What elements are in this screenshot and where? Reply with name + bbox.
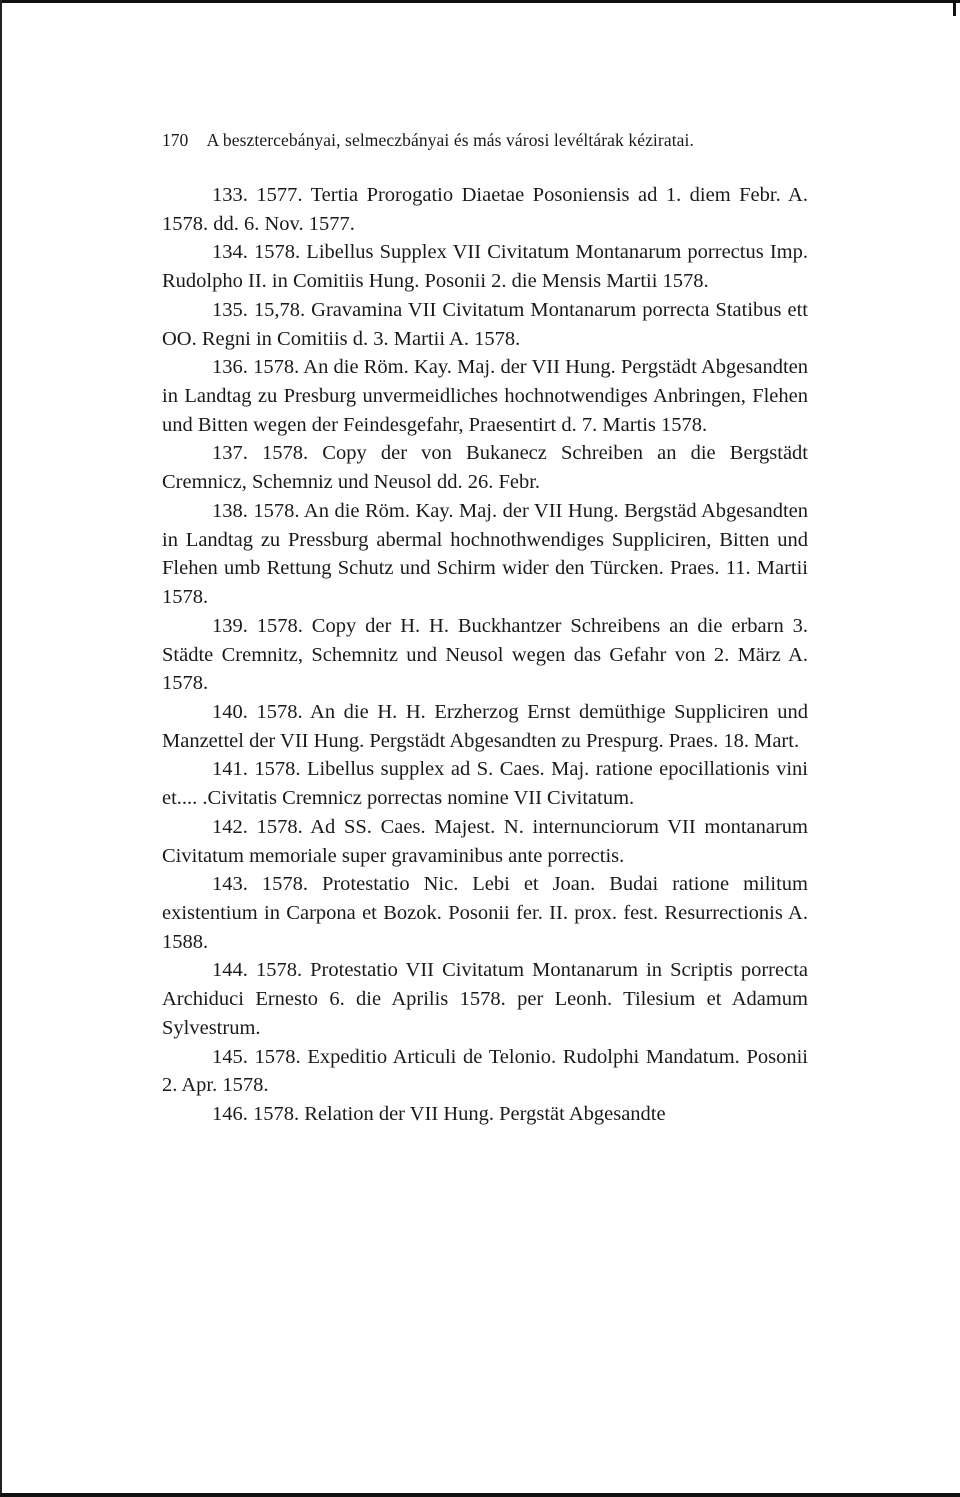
catalog-entry-137: 137. 1578. Copy der von Bukanecz Schreiben an die Bergstädt Cremnicz, Schemniz und Neusol dd. 26. Febr. [162, 442, 808, 494]
catalog-entry-140: 140. 1578. An die H. H. Erzherzog Ernst demüthige Suppliciren und Manzettel der VII Hung. Pergstädt Abgesandten zu Prespurg. Praes. 18. Mart. [162, 700, 808, 752]
catalog-entry-134: 134. 1578. Libellus Supplex VII Civitatum Montanarum porrectus Imp. Rudolpho II. in Comitiis Hung. Posonii 2. die Mensis Martii 1578. [162, 241, 808, 293]
scan-edge-left [0, 0, 2, 1497]
catalog-entry-133: 133. 1577. Tertia Prorogatio Diaetae Posoniensis ad 1. diem Febr. A. 1578. dd. 6. Nov. 1577. [162, 184, 808, 235]
catalog-entry-143: 143. 1578. Protestatio Nic. Lebi et Joan. Budai ratione militum existentium in Carpona et Bozok. Posonii fer. II. prox. fest. Resurrectionis A. 1588. [162, 873, 808, 953]
scan-edge-top [0, 0, 960, 3]
catalog-entry-135: 135. 15,78. Gravamina VII Civitatum Montanarum porrecta Statibus ett OO. Regni in Comitiis d. 3. Martii A. 1578. [162, 298, 808, 350]
catalog-entry-139: 139. 1578. Copy der H. H. Buckhantzer Schreibens an die erbarn 3. Städte Cremnitz, Schemnitz und Neusol wegen das Gefahr von 2. März A. 1578. [162, 614, 808, 695]
catalog-entries [162, 181, 808, 1129]
catalog-entry-136: 136. 1578. An die Röm. Kay. Maj. der VII Hung. Pergstädt Abgesandten in Landtag zu Presburg unvermeidliches hochnotwendiges Anbringen, Flehen und Bitten wegen der Feindesgefahr, Praesentirt d. 7. Martis 1578. [162, 356, 808, 436]
catalog-entry-146: 146. 1578. Relation der VII Hung. Pergstät Abgesandte [212, 1103, 666, 1125]
scan-edge-mark [953, 0, 956, 16]
catalog-entry-144: 144. 1578. Protestatio VII Civitatum Montanarum in Scriptis porrecta Archiduci Ernesto 6. die Aprilis 1578. per Leonh. Tilesium et Adamum Sylvestrum. [162, 959, 808, 1039]
scan-edge-bottom [0, 1493, 960, 1497]
catalog-entry-145: 145. 1578. Expeditio Articuli de Telonio. Rudolphi Mandatum. Posonii 2. Apr. 1578. [162, 1045, 808, 1097]
catalog-entry-141: 141. 1578. Libellus supplex ad S. Caes. Maj. ratione epocillationis vini et.... .Civitatis Cremnicz porrectas nomine VII Civitatum. [162, 758, 808, 810]
running-title: A besztercebányai, selmeczbányai és más városi levéltárak kéziratai. [206, 130, 694, 150]
catalog-entry-142: 142. 1578. Ad SS. Caes. Majest. N. internunciorum VII montanarum Civitatum memoriale super gravaminibus ante porrectis. [162, 815, 808, 867]
page-header [162, 130, 822, 154]
page-number: 170 [162, 130, 189, 150]
catalog-entry-138: 138. 1578. An die Röm. Kay. Maj. der VII Hung. Bergstäd Abgesandten in Landtag zu Pressburg abermal hochnothwendiges Suppliciren, Bitten und Flehen umb Rettung Schutz und Schirm wider den Türcken. Praes. 11. Martii 1578. [162, 499, 808, 609]
